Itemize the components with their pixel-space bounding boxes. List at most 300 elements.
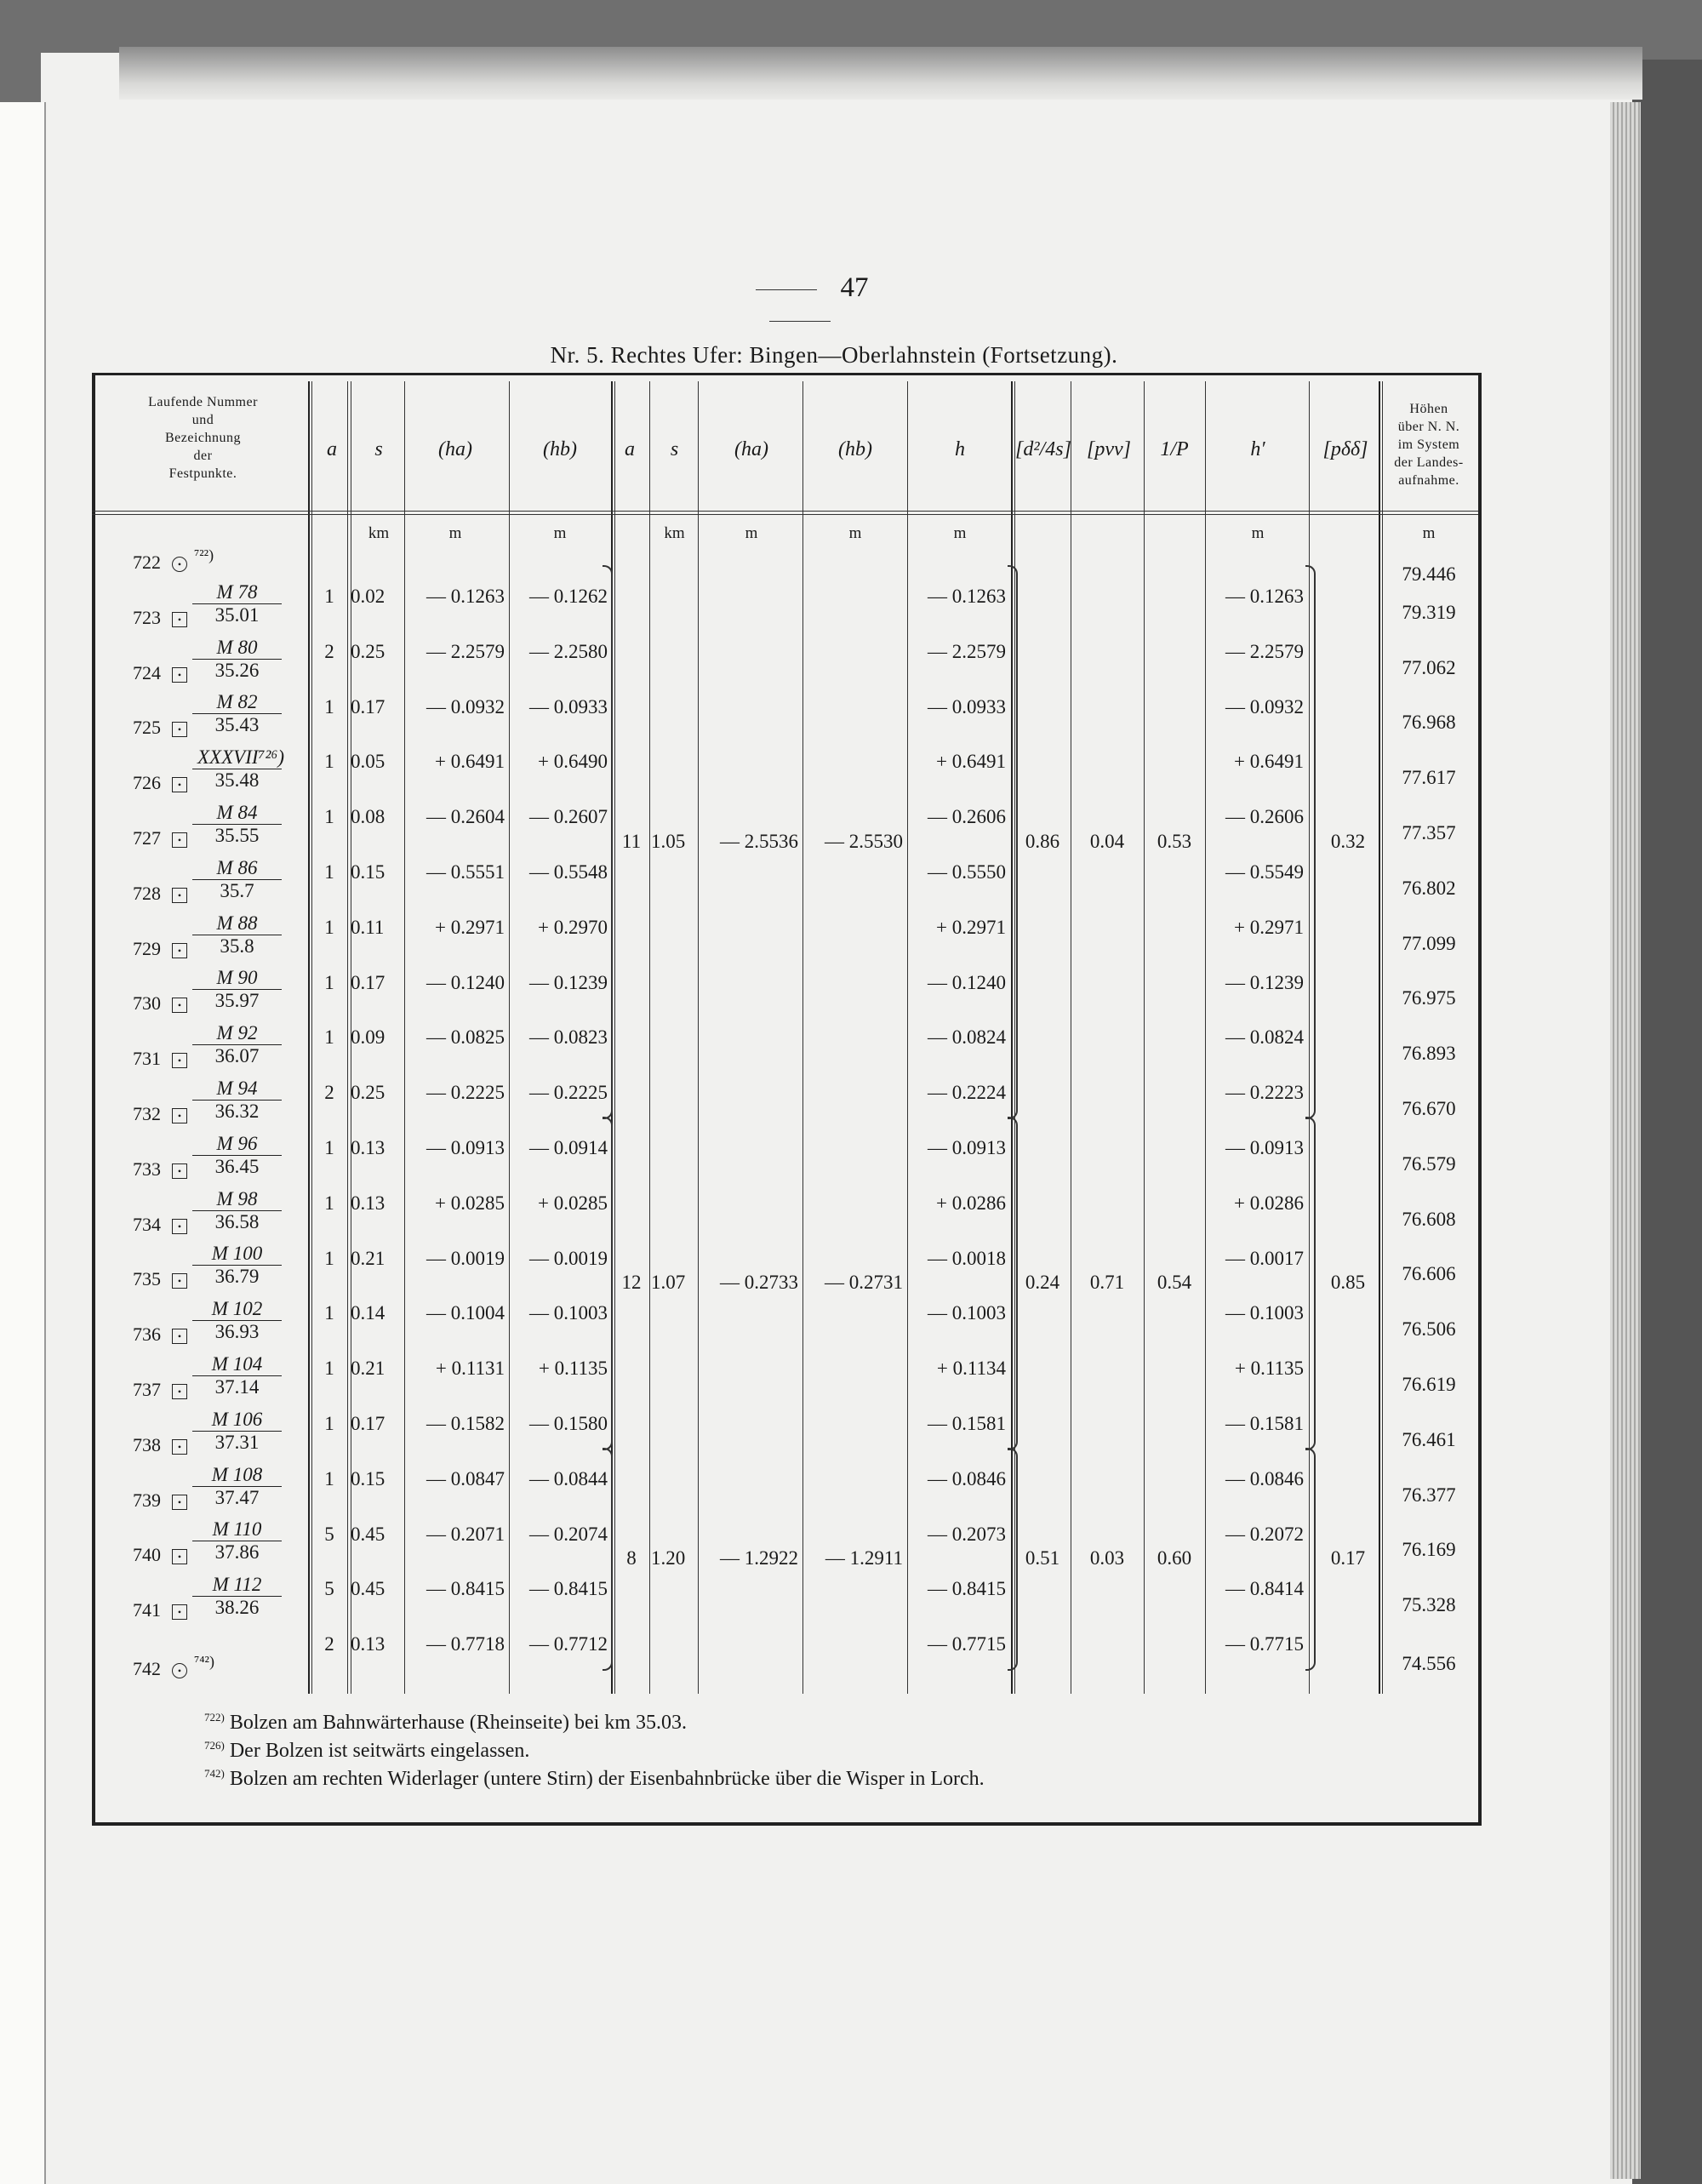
marker-label: M 96 — [192, 1133, 282, 1156]
point-number: 732 — [133, 1103, 161, 1124]
point-number: 741 — [133, 1599, 161, 1621]
marker-km: 35.26 — [214, 659, 260, 681]
row-s: 0.21 — [351, 1247, 386, 1269]
height-value: 76.619 — [1402, 1374, 1456, 1395]
footnote-text: Der Bolzen ist seitwärts eingelassen. — [229, 1740, 530, 1762]
mark-square-icon: • — [172, 1163, 187, 1179]
marker-label: M 94 — [192, 1078, 282, 1101]
col-header-points — [99, 393, 307, 483]
group-ha: — 2.5536 — [720, 830, 798, 852]
point-number: 733 — [133, 1158, 161, 1180]
point-marker — [192, 1353, 282, 1398]
group-pdd: 0.32 — [1330, 830, 1366, 852]
col-header-pdd: [pδδ] — [1322, 438, 1368, 460]
row-hb: — 2.2580 — [529, 640, 608, 662]
row-ha: — 0.0913 — [426, 1137, 505, 1158]
group-s: 1.05 — [651, 830, 686, 852]
row-h: + 0.0286 — [936, 1192, 1006, 1214]
row-hprime: — 0.2072 — [1225, 1523, 1304, 1545]
row-ha: — 0.1263 — [426, 586, 505, 607]
point-marker — [192, 746, 285, 792]
mark-square-icon: • — [172, 1604, 187, 1620]
row-s: 0.21 — [351, 1358, 386, 1380]
unit-h: m — [953, 524, 967, 542]
row-hb: + 0.6490 — [538, 751, 608, 773]
row-s: 0.02 — [351, 586, 386, 607]
marker-km: 37.86 — [214, 1541, 260, 1564]
marker-label: M 90 — [192, 967, 282, 990]
mark-square-icon: • — [172, 1439, 187, 1455]
column-rule — [802, 381, 803, 1694]
point-number: 729 — [133, 937, 161, 959]
row-a: 2 — [324, 1633, 334, 1655]
point-number: 736 — [133, 1324, 161, 1346]
row-h: — 0.2606 — [928, 806, 1006, 828]
marker-label: M 86 — [192, 857, 282, 880]
row-s: 0.17 — [351, 695, 386, 718]
row-hprime: — 0.1581 — [1225, 1413, 1304, 1434]
group-hb: — 2.5530 — [825, 830, 903, 852]
group-brace — [1305, 1117, 1316, 1450]
row-s: 0.45 — [351, 1523, 386, 1545]
mark-square-icon: • — [172, 1329, 187, 1344]
marker-label: M 80 — [192, 637, 282, 660]
height-value: 76.461 — [1402, 1428, 1456, 1450]
marker-km: 36.45 — [214, 1155, 260, 1177]
height-value: 77.617 — [1402, 767, 1456, 789]
point-marker — [192, 1022, 282, 1067]
row-ha: — 0.1582 — [426, 1413, 505, 1434]
row-s: 0.13 — [351, 1192, 386, 1214]
row-ha: — 0.8415 — [426, 1578, 505, 1600]
row-s: 0.45 — [351, 1578, 386, 1600]
row-hb: — 0.2607 — [529, 806, 608, 828]
col-header-hb2: (hb) — [838, 438, 872, 460]
row-h: — 0.0018 — [928, 1247, 1006, 1269]
point-number: 742 — [133, 1658, 161, 1679]
header-line: und — [191, 413, 214, 427]
col-header-s2: s — [670, 438, 679, 460]
point-marker — [192, 912, 282, 958]
group-brace — [603, 565, 613, 1119]
point-number: 722 — [133, 552, 161, 573]
col-header-pvv: [pvv] — [1087, 438, 1131, 460]
row-ha: — 0.0847 — [426, 1467, 505, 1489]
row-hb: — 0.2225 — [529, 1082, 608, 1104]
column-rule — [308, 381, 310, 1694]
column-rule — [614, 381, 615, 1694]
row-s: 0.05 — [351, 751, 386, 773]
group-pvv: 0.04 — [1089, 830, 1125, 852]
group-pvv: 0.03 — [1089, 1547, 1125, 1569]
marker-km: 35.8 — [220, 935, 254, 957]
point-marker — [192, 802, 282, 847]
row-hb: — 0.1239 — [529, 971, 608, 993]
row-a: 1 — [324, 1413, 334, 1434]
column-rule — [649, 381, 650, 1694]
footnote-726 — [204, 1739, 529, 1763]
height-value: 76.506 — [1402, 1318, 1456, 1341]
column-rule — [698, 381, 699, 1694]
marker-km: 35.97 — [214, 990, 260, 1012]
marker-km: 38.26 — [214, 1597, 260, 1619]
group-dds: 0.24 — [1025, 1272, 1060, 1293]
marker-km: 35.43 — [214, 714, 260, 736]
row-hb: + 0.1135 — [538, 1358, 608, 1380]
marker-label: M 108 — [192, 1464, 282, 1487]
row-h: — 0.2073 — [928, 1523, 1006, 1545]
row-a: 1 — [324, 1358, 334, 1380]
row-h: — 0.2224 — [928, 1082, 1006, 1104]
marker-label: M 78 — [192, 581, 282, 604]
row-a: 1 — [324, 1137, 334, 1158]
row-hprime: — 2.2579 — [1225, 640, 1304, 662]
footnote-ref: ⁷⁴²) — [194, 1653, 214, 1670]
mark-square-icon: • — [172, 1384, 187, 1399]
height-value: 76.608 — [1402, 1208, 1456, 1230]
row-s: 0.08 — [351, 806, 386, 828]
marker-km: 36.79 — [214, 1266, 260, 1288]
point-marker — [192, 1298, 282, 1343]
row-a: 5 — [324, 1578, 334, 1600]
footnote-text: Bolzen am Bahnwärterhause (Rheinseite) bei km 35.03. — [229, 1712, 688, 1734]
point-number: 739 — [133, 1489, 161, 1511]
mark-square-icon: • — [172, 1549, 187, 1564]
point-marker — [192, 1574, 282, 1619]
row-s: 0.11 — [351, 916, 385, 938]
point-number: 725 — [133, 717, 161, 739]
footnote-722 — [204, 1711, 687, 1735]
height-value: 75.328 — [1402, 1594, 1456, 1616]
row-hprime: — 0.1003 — [1225, 1302, 1304, 1324]
row-ha: — 0.2604 — [426, 806, 505, 828]
height-value: 76.802 — [1402, 877, 1456, 899]
group-pvv: 0.71 — [1089, 1272, 1125, 1293]
point-number: 727 — [133, 827, 161, 849]
unit-s: km — [368, 524, 390, 542]
group-brace — [1305, 565, 1316, 1119]
bolt-circle-icon: • — [172, 557, 187, 572]
row-s: 0.15 — [351, 861, 386, 883]
row-hprime: + 0.1135 — [1234, 1358, 1304, 1380]
point-marker — [192, 1243, 282, 1288]
row-h: — 0.1003 — [928, 1302, 1006, 1324]
group-brace — [603, 1117, 613, 1450]
row-hb: — 0.2074 — [529, 1523, 608, 1545]
row-h: + 0.1134 — [936, 1358, 1006, 1380]
row-hprime: — 0.7715 — [1225, 1633, 1304, 1655]
row-ha: + 0.6491 — [435, 751, 505, 773]
mark-square-icon: • — [172, 777, 187, 792]
marker-label: M 106 — [192, 1409, 282, 1432]
footnote-mark: 726) — [204, 1739, 225, 1752]
col-header-ha2: (ha) — [734, 438, 768, 460]
mark-square-icon: • — [172, 612, 187, 627]
row-hb: — 0.0914 — [529, 1137, 608, 1158]
marker-km: 37.47 — [214, 1486, 260, 1508]
group-dds: 0.51 — [1025, 1547, 1060, 1569]
marker-label: M 112 — [192, 1574, 282, 1597]
row-h: — 0.1240 — [928, 971, 1006, 993]
row-h: + 0.2971 — [936, 916, 1006, 938]
mark-square-icon: • — [172, 722, 187, 737]
marker-km: 35.01 — [214, 603, 260, 626]
row-a: 1 — [324, 1467, 334, 1489]
group-ha: — 0.2733 — [720, 1272, 798, 1293]
group-dds: 0.86 — [1025, 830, 1060, 852]
row-ha: — 0.7718 — [426, 1633, 505, 1655]
header-line: der Landes- — [1394, 455, 1464, 470]
row-ha: — 0.0825 — [426, 1026, 505, 1049]
col-header-invP: 1/P — [1160, 438, 1189, 460]
group-pdd: 0.17 — [1330, 1547, 1366, 1569]
height-value: 76.606 — [1402, 1263, 1456, 1285]
height-value: 77.062 — [1402, 656, 1456, 678]
group-a: 12 — [621, 1272, 642, 1293]
point-number: 730 — [133, 992, 161, 1015]
row-s: 0.17 — [351, 971, 386, 993]
row-ha: — 0.5551 — [426, 861, 505, 883]
row-h: — 0.0933 — [928, 695, 1006, 718]
row-s: 0.17 — [351, 1413, 386, 1434]
point-marker — [192, 1409, 282, 1454]
footnote-742 — [204, 1767, 985, 1791]
point-number: 738 — [133, 1433, 161, 1455]
row-h: — 0.0913 — [928, 1137, 1006, 1158]
row-s: 0.13 — [351, 1137, 386, 1158]
point-marker — [192, 637, 282, 682]
header-line: Bezeichnung — [164, 431, 242, 445]
row-s: 0.25 — [351, 1082, 386, 1104]
row-ha: — 0.0932 — [426, 695, 505, 718]
mark-square-icon: • — [172, 943, 187, 958]
row-hprime: — 0.0824 — [1225, 1026, 1304, 1049]
mark-square-icon: • — [172, 1108, 187, 1123]
marker-km: 35.7 — [220, 879, 254, 901]
row-h: — 0.8415 — [928, 1578, 1006, 1600]
row-hprime: — 0.0913 — [1225, 1137, 1304, 1158]
marker-km: 37.14 — [214, 1376, 260, 1398]
marker-km: 35.55 — [214, 825, 260, 846]
row-hprime: — 0.1263 — [1225, 586, 1304, 607]
row-ha: — 0.2225 — [426, 1082, 505, 1104]
page-stack — [1610, 102, 1641, 2179]
point-number: 740 — [133, 1544, 161, 1566]
row-hb: + 0.2970 — [538, 916, 608, 938]
row-h: — 0.0846 — [928, 1467, 1006, 1489]
row-hprime: — 0.2223 — [1225, 1082, 1304, 1104]
marker-label: M 102 — [192, 1298, 282, 1321]
marker-km: 36.93 — [214, 1321, 260, 1343]
row-ha: — 0.2071 — [426, 1523, 505, 1545]
group-s: 1.07 — [651, 1272, 686, 1293]
col-header-a2: a — [625, 438, 635, 460]
point-number: 728 — [133, 882, 161, 904]
unit-hprime: m — [1251, 524, 1265, 542]
column-rule — [1379, 381, 1380, 1694]
point-marker — [192, 691, 282, 736]
group-invP: 0.60 — [1157, 1547, 1192, 1569]
row-h: — 0.0824 — [928, 1026, 1006, 1049]
point-marker — [192, 1078, 282, 1123]
point-number: 726 — [133, 772, 161, 794]
marker-km: 36.07 — [214, 1045, 260, 1067]
row-hb: — 0.1262 — [529, 586, 608, 607]
row-hb: — 0.0844 — [529, 1467, 608, 1489]
row-ha: + 0.1131 — [435, 1358, 505, 1380]
unit-ha2: m — [745, 524, 758, 542]
col-header-dds: [d²/4s] — [1015, 438, 1071, 460]
row-hprime: — 0.0846 — [1225, 1467, 1304, 1489]
height-value: 76.670 — [1402, 1098, 1456, 1119]
row-s: 0.13 — [351, 1633, 386, 1655]
height-value: 79.319 — [1402, 601, 1456, 623]
marker-label: M 100 — [192, 1243, 282, 1266]
header-line: aufnahme. — [1398, 473, 1459, 488]
row-a: 1 — [324, 806, 334, 828]
row-a: 1 — [324, 916, 334, 938]
row-h: — 0.7715 — [928, 1633, 1006, 1655]
height-value: 76.968 — [1402, 712, 1456, 734]
height-value: 76.169 — [1402, 1539, 1456, 1561]
group-brace — [1305, 1448, 1316, 1671]
row-ha: — 2.2579 — [426, 640, 505, 662]
column-rule — [347, 381, 348, 1694]
row-h: — 2.2579 — [928, 640, 1006, 662]
row-h: — 0.5550 — [928, 861, 1006, 883]
row-hb: — 0.0933 — [529, 695, 608, 718]
mark-square-icon: • — [172, 888, 187, 903]
point-marker — [192, 967, 282, 1012]
col-header-heights — [1382, 400, 1476, 489]
row-s: 0.14 — [351, 1302, 386, 1324]
column-rule — [1144, 381, 1145, 1694]
header-line: der — [193, 449, 213, 463]
row-h: — 0.1263 — [928, 586, 1006, 607]
row-s: 0.25 — [351, 640, 386, 662]
col-header-hprime: h′ — [1250, 438, 1265, 460]
row-hprime: — 0.1239 — [1225, 971, 1304, 993]
row-a: 1 — [324, 1026, 334, 1049]
group-brace — [603, 1448, 613, 1671]
mark-square-icon: • — [172, 832, 187, 848]
group-hb: — 0.2731 — [825, 1272, 903, 1293]
mark-square-icon: • — [172, 1495, 187, 1510]
page-top-edge — [119, 47, 1642, 100]
unit-heights: m — [1422, 524, 1436, 542]
header-line: Laufende Nummer — [148, 395, 258, 409]
header-line: im System — [1397, 437, 1460, 452]
row-ha: + 0.0285 — [435, 1192, 505, 1214]
unit-s2: km — [664, 524, 685, 542]
unit-hb: m — [553, 524, 567, 542]
marker-label: M 88 — [192, 912, 282, 935]
group-invP: 0.53 — [1157, 830, 1192, 852]
marker-km: 35.48 — [214, 769, 260, 792]
point-marker — [192, 1188, 282, 1233]
row-ha: — 0.1004 — [426, 1302, 505, 1324]
mark-square-icon: • — [172, 1053, 187, 1068]
height-value: 79.446 — [1402, 563, 1456, 585]
group-a: 11 — [621, 830, 642, 852]
row-ha: — 0.1240 — [426, 971, 505, 993]
header-line: über N. N. — [1397, 420, 1460, 434]
row-hb: — 0.5548 — [529, 861, 608, 883]
group-a: 8 — [626, 1547, 637, 1569]
table-title: Nr. 5. Rechtes Ufer: Bingen—Oberlahnstein (Fortsetzung). — [550, 342, 1118, 368]
point-number: 731 — [133, 1048, 161, 1070]
row-a: 1 — [324, 861, 334, 883]
point-marker — [192, 581, 282, 626]
row-hb: — 0.1580 — [529, 1413, 608, 1434]
point-marker — [192, 1464, 282, 1509]
row-a: 1 — [324, 751, 334, 773]
row-a: 1 — [324, 1302, 334, 1324]
mark-square-icon: • — [172, 998, 187, 1013]
row-a: 1 — [324, 971, 334, 993]
point-number: 724 — [133, 661, 161, 683]
marker-label: M 82 — [192, 691, 282, 714]
height-value: 77.357 — [1402, 822, 1456, 843]
height-value: 76.893 — [1402, 1043, 1456, 1065]
mark-square-icon: • — [172, 667, 187, 683]
mark-square-icon: • — [172, 1219, 187, 1234]
row-a: 2 — [324, 1082, 334, 1104]
row-hb: — 0.7712 — [529, 1633, 608, 1655]
header-line: Höhen — [1409, 402, 1448, 416]
row-hprime: — 0.0932 — [1225, 695, 1304, 718]
unit-ha: m — [448, 524, 462, 542]
mark-square-icon: • — [172, 1273, 187, 1289]
row-a: 1 — [324, 695, 334, 718]
row-a: 1 — [324, 1247, 334, 1269]
row-hprime: + 0.0286 — [1234, 1192, 1304, 1214]
point-marker — [192, 1518, 282, 1564]
row-hb: — 0.0019 — [529, 1247, 608, 1269]
header-line: Festpunkte. — [168, 466, 237, 481]
point-number: 737 — [133, 1379, 161, 1400]
height-value: 76.579 — [1402, 1152, 1456, 1175]
footnote-mark: 722) — [204, 1711, 225, 1724]
row-ha: + 0.2971 — [435, 916, 505, 938]
row-s: 0.09 — [351, 1026, 386, 1049]
group-pdd: 0.85 — [1330, 1272, 1366, 1293]
page-number: 47 — [689, 272, 911, 335]
marker-label: M 104 — [192, 1353, 282, 1376]
row-hb: — 0.1003 — [529, 1302, 608, 1324]
height-value: 76.377 — [1402, 1484, 1456, 1506]
marker-label: XXXVII⁷²⁶) — [192, 746, 282, 769]
point-number: 735 — [133, 1268, 161, 1290]
bolt-circle-icon: • — [172, 1663, 187, 1678]
marker-label: M 98 — [192, 1188, 282, 1211]
point-marker — [192, 857, 282, 902]
row-h: + 0.6491 — [936, 751, 1006, 773]
row-hprime: + 0.6491 — [1234, 751, 1304, 773]
row-hprime: — 0.2606 — [1225, 806, 1304, 828]
col-header-s: s — [374, 438, 383, 460]
marker-km: 36.32 — [214, 1101, 260, 1122]
row-a: 1 — [324, 586, 334, 607]
marker-label: M 84 — [192, 802, 282, 825]
height-value: 74.556 — [1402, 1653, 1456, 1674]
footnote-ref: ⁷²²) — [194, 546, 214, 563]
marker-label: M 92 — [192, 1022, 282, 1045]
row-hb: — 0.8415 — [529, 1578, 608, 1600]
facing-page-edge — [0, 102, 46, 2184]
group-hb: — 1.2911 — [825, 1547, 903, 1569]
row-s: 0.15 — [351, 1467, 386, 1489]
